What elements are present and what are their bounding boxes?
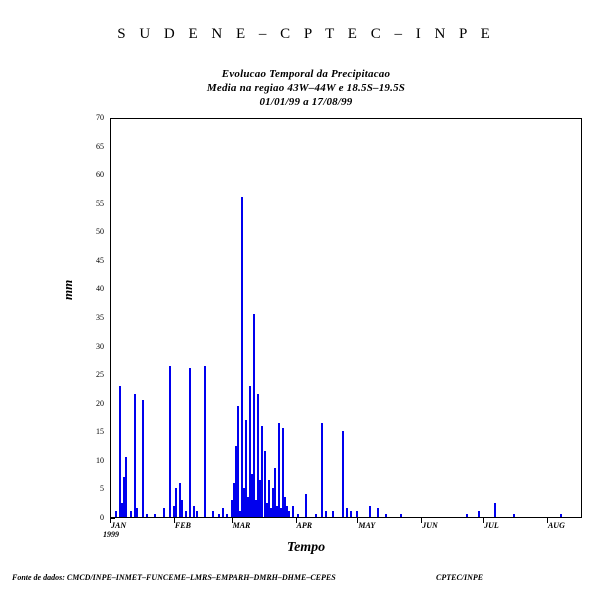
chart-bar — [478, 511, 480, 517]
chart-plot-area — [110, 118, 582, 518]
chart-bar — [253, 314, 255, 517]
x-axis-tick-label: APR — [296, 521, 313, 530]
chart-bar — [332, 511, 334, 517]
x-axis-tick-label: FEB — [174, 521, 191, 530]
chart-bar — [494, 503, 496, 517]
chart-bar — [154, 514, 156, 517]
chart-bar — [241, 197, 243, 517]
chart-bar — [226, 514, 228, 517]
y-axis-tick-label: 10 — [96, 455, 104, 465]
y-axis-tick-label: 5 — [100, 484, 104, 494]
chart-bar — [297, 514, 299, 517]
chart-bar — [369, 506, 371, 517]
chart-bar — [400, 514, 402, 517]
chart-bar — [136, 508, 138, 517]
y-axis-tick-label: 55 — [96, 198, 104, 208]
y-axis-tick-label: 50 — [96, 227, 104, 237]
chart-bar — [218, 514, 220, 517]
chart-bar — [346, 508, 348, 517]
x-axis-tick-label: JAN — [111, 521, 127, 530]
y-axis-tick-label: 25 — [96, 370, 104, 380]
chart-bar — [288, 511, 290, 517]
chart-bar — [560, 514, 562, 517]
x-axis-year-label: 1999 — [103, 530, 119, 539]
y-axis-tick-label: 60 — [96, 170, 104, 180]
chart-bar — [385, 514, 387, 517]
chart-bar — [181, 500, 183, 517]
y-axis-tick-label: 70 — [96, 113, 104, 122]
chart-bar — [189, 368, 191, 517]
chart-bar — [130, 511, 132, 517]
chart-bar — [169, 366, 171, 517]
y-axis-tick-label: 45 — [96, 255, 104, 265]
chart-bar — [125, 457, 127, 517]
y-axis-tick-label: 65 — [96, 141, 104, 151]
chart-bars-container — [111, 119, 581, 517]
chart-bar — [146, 514, 148, 517]
chart-bar — [350, 511, 352, 517]
y-axis-tick-label: 35 — [96, 313, 104, 322]
chart-bar — [466, 514, 468, 517]
x-axis-tick-label: JUN — [422, 521, 438, 530]
chart-bar — [356, 511, 358, 517]
chart-bar — [305, 494, 307, 517]
x-axis-label: Tempo — [286, 540, 326, 555]
chart-bar — [185, 511, 187, 517]
chart-bar — [204, 366, 206, 517]
y-axis-tick-label: 40 — [96, 284, 104, 294]
y-axis-tick-label: 15 — [96, 427, 104, 437]
page-title: S U D E N E – C P T E C – I N P E — [117, 26, 495, 42]
y-axis-tick-label: 0 — [100, 513, 104, 522]
chart-bar — [377, 508, 379, 517]
chart-bar — [513, 514, 515, 517]
chart-bar — [278, 423, 280, 517]
y-axis-label: mm — [60, 279, 75, 300]
chart-bar — [212, 511, 214, 517]
chart-title-line-3: 01/01/99 a 17/08/99 — [259, 96, 353, 108]
x-axis-tick-label: MAR — [232, 521, 251, 530]
chart-bar — [321, 423, 323, 517]
x-axis-tick-label: AUG — [547, 521, 565, 530]
chart-bar — [342, 431, 344, 517]
chart-bar — [237, 406, 239, 517]
chart-bar — [163, 508, 165, 517]
chart-title-line-1: Evolucao Temporal da Precipitacao — [221, 68, 391, 80]
chart-bar — [175, 488, 177, 517]
chart-bar — [196, 511, 198, 517]
footer-credit-text: CPTEC/INPE — [436, 573, 484, 582]
y-axis-tick-label: 20 — [96, 398, 104, 408]
chart-bar — [119, 386, 121, 517]
chart-bar — [115, 511, 117, 517]
x-axis-tick-label: JUL — [484, 521, 499, 530]
chart-bar — [315, 514, 317, 517]
footer-source-text: Fonte de dados: CMCD/INPE–INMET–FUNCEME–LMRS–EMPARH–DMRH–DHME–CEPES — [12, 573, 336, 582]
x-axis-tick-label: MAY — [358, 521, 376, 530]
chart-title-line-2: Media na regiao 43W–44W e 18.5S–19.5S — [206, 82, 406, 94]
chart-bar — [134, 394, 136, 517]
chart-bar — [292, 506, 294, 517]
chart-bar — [325, 511, 327, 517]
chart-bar — [222, 508, 224, 517]
chart-bar — [142, 400, 144, 517]
y-axis-tick-label: 30 — [96, 341, 104, 351]
